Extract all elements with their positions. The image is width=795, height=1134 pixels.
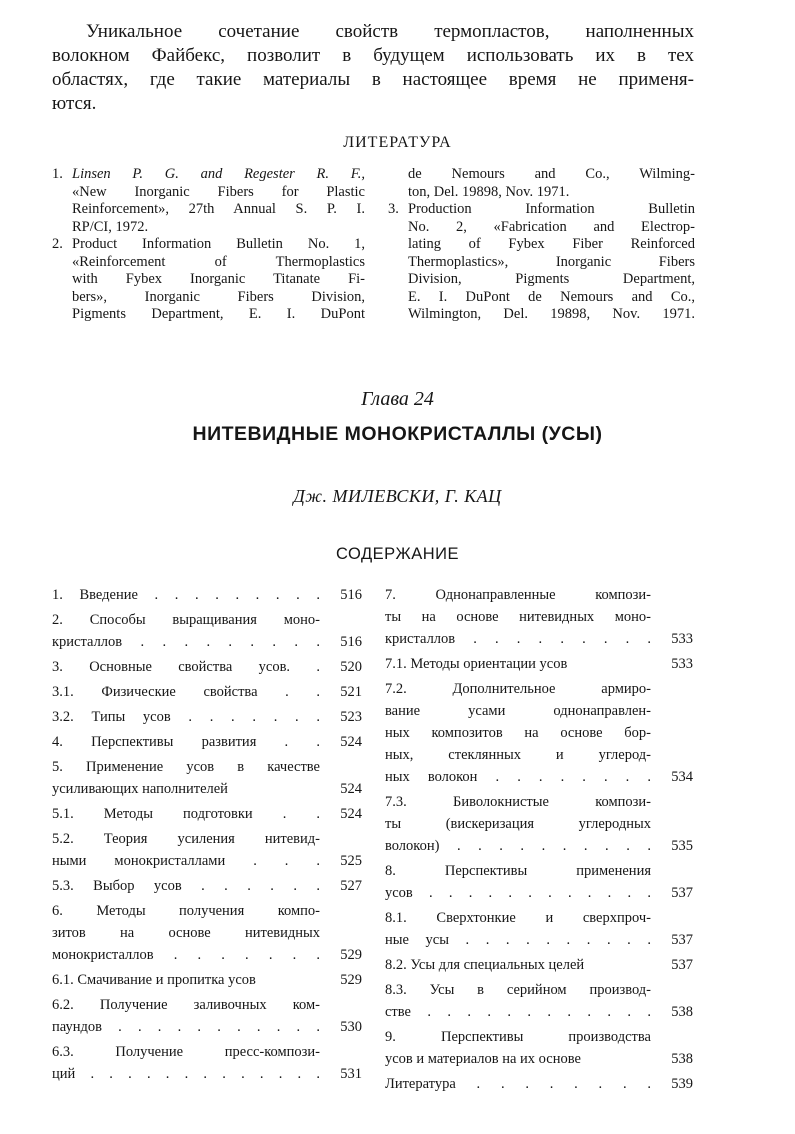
reference-number: 3. — [388, 201, 399, 217]
contents-entry-text: 5. Применение усов в качестве — [52, 759, 320, 775]
contents-page-number: 535 — [671, 838, 693, 854]
reference-number: 1. — [52, 166, 63, 182]
contents-entry-text: 7. Однонаправленные компози- — [385, 587, 651, 603]
contents-entry — [52, 900, 362, 966]
contents-entry-text: 5.1. Методы подготовки . . — [52, 806, 320, 822]
contents-page-number: 533 — [671, 631, 693, 647]
contents-entry — [52, 656, 362, 678]
contents-entry-text: стве . . . . . . . . . . . . — [385, 1004, 651, 1020]
reference-line: with Fybex Inorganic Titanate Fi- — [72, 271, 365, 287]
contents-entry-text: 3.1. Физические свойства . . — [52, 684, 320, 700]
contents-entry-text: 4. Перспективы развития . . — [52, 734, 320, 750]
intro-line: областях, где такие материалы в настоящее время не применя- — [52, 69, 694, 90]
contents-entry-text: ты на основе нитевидных моно- — [385, 609, 651, 625]
reference-authors: Linsen P. G. and Regester R. F., — [72, 166, 365, 182]
contents-heading: СОДЕРЖАНИЕ — [335, 545, 460, 563]
reference-line: ton, Del. 19898, Nov. 1971. — [408, 183, 570, 200]
contents-entry-text: ных композитов на основе бор- — [385, 725, 651, 741]
contents-entry — [52, 875, 362, 897]
contents-entry-text: 6. Методы получения компо- — [52, 903, 320, 919]
contents-entry-text: 7.1. Методы ориентации усов — [385, 656, 568, 672]
contents-page-number: 521 — [340, 684, 362, 700]
contents-entry — [385, 653, 693, 675]
contents-entry-text: 2. Способы выращивания моно- — [52, 612, 320, 628]
contents-entry-text: ные усы . . . . . . . . . . — [385, 932, 651, 948]
literature-heading: ЛИТЕРАТУРА — [343, 134, 452, 151]
contents-entry — [52, 584, 362, 606]
intro-line: волокном Файбекс, позволит в будущем использовать их в тех — [52, 45, 694, 66]
contents-entry-text: 7.3. Биволокнистые компози- — [385, 794, 651, 810]
contents-page-number: 523 — [340, 709, 362, 725]
contents-page-number: 537 — [671, 932, 693, 948]
intro-line: ются. — [52, 93, 97, 114]
reference-line: No. 2, «Fabrication and Electrop- — [408, 218, 695, 235]
reference-line: Reinforcement», 27th Annual S. P. I. — [72, 201, 365, 217]
contents-entry-text: кристаллов . . . . . . . . . — [52, 634, 320, 650]
contents-page-number: 538 — [671, 1051, 693, 1067]
contents-entry — [385, 979, 693, 1023]
contents-entry-text: 8.2. Усы для специальных целей — [385, 957, 585, 973]
contents-entry-text: паундов . . . . . . . . . . . — [52, 1019, 320, 1035]
contents-page-number: 537 — [671, 885, 693, 901]
contents-page-number: 530 — [340, 1019, 362, 1035]
contents-entry-text: кристаллов . . . . . . . . . — [385, 631, 651, 647]
contents-page-number: 533 — [671, 656, 693, 672]
contents-entry-text: 8.3. Усы в серийном производ- — [385, 982, 651, 998]
reference-line: Wilmington, Del. 19898, Nov. 1971. — [408, 306, 695, 322]
contents-entry — [52, 803, 362, 825]
contents-entry — [385, 678, 693, 788]
intro-line: Уникальное сочетание свойств термопластов, наполненных — [86, 21, 694, 42]
contents-page-number: 534 — [671, 769, 693, 785]
contents-entry — [385, 584, 693, 650]
contents-entry-text: ных, стеклянных и углерод- — [385, 747, 651, 763]
contents-entry — [52, 828, 362, 872]
contents-entry — [385, 907, 693, 951]
reference-line: Division, Pigments Department, — [408, 271, 695, 287]
reference-line: Product Information Bulletin No. 1, — [72, 236, 365, 252]
contents-page-number: 520 — [340, 659, 362, 675]
reference-item — [52, 166, 365, 236]
reference-line: «New Inorganic Fibers for Plastic — [72, 183, 365, 200]
reference-line: de Nemours and Co., Wilming- — [408, 166, 695, 182]
contents-entry — [52, 756, 362, 800]
contents-page-number: 524 — [340, 781, 362, 797]
contents-entry-text: усов . . . . . . . . . . . . — [385, 885, 651, 901]
contents-entry-text: 1. Введение . . . . . . . . . — [52, 587, 320, 603]
contents-page-number: 516 — [340, 634, 362, 650]
reference-line: Production Information Bulletin — [408, 201, 695, 217]
reference-line: Pigments Department, E. I. DuPont — [72, 306, 365, 322]
contents-entry — [52, 731, 362, 753]
contents-page-number: 538 — [671, 1004, 693, 1020]
contents-page-number: 529 — [340, 972, 362, 988]
contents-entry-text: 5.3. Выбор усов . . . . . . — [52, 878, 320, 894]
chapter-label: Глава 24 — [361, 388, 434, 410]
contents-entry — [52, 706, 362, 728]
contents-page-number: 527 — [340, 878, 362, 894]
contents-entry-text: ций . . . . . . . . . . . . . — [52, 1066, 320, 1082]
contents-entry-text: 6.1. Смачивание и пропитка усов — [52, 972, 256, 988]
intro-paragraph — [52, 20, 694, 116]
contents-page-number: 539 — [671, 1076, 693, 1092]
contents-entry — [52, 681, 362, 703]
reference-line: E. I. DuPont de Nemours and Co., — [408, 288, 695, 305]
contents-entry-text: ных волокон . . . . . . . . — [385, 769, 651, 785]
contents-right-column — [385, 584, 693, 1098]
contents-entry-text: вание усами однонаправлен- — [385, 703, 651, 719]
chapter-title: НИТЕВИДНЫЕ МОНОКРИСТАЛЛЫ (УСЫ) — [192, 423, 603, 445]
contents-entry-text: зитов на основе нитевидных — [52, 925, 320, 941]
contents-entry-text: Литература . . . . . . . . — [385, 1076, 651, 1092]
contents-entry — [385, 860, 693, 904]
references-right-column — [388, 166, 695, 324]
contents-entry — [385, 1026, 693, 1070]
references-left-column — [52, 166, 365, 324]
contents-entry — [385, 954, 693, 976]
contents-entry-text: 7.2. Дополнительное армиро- — [385, 681, 651, 697]
contents-entry-text: 8.1. Сверхтонкие и сверхпроч- — [385, 910, 651, 926]
contents-page-number: 525 — [340, 853, 362, 869]
contents-entry-text: усов и материалов на их основе — [385, 1051, 581, 1067]
reference-line: lating of Fybex Fiber Reinforced — [408, 236, 695, 252]
reference-number: 2. — [52, 236, 63, 252]
reference-item — [388, 201, 695, 324]
contents-entry-text: 5.2. Теория усиления нитевид- — [52, 831, 320, 847]
contents-entry — [52, 1041, 362, 1085]
reference-line: bers», Inorganic Fibers Division, — [72, 288, 365, 305]
contents-entry-text: 6.2. Получение заливочных ком- — [52, 997, 320, 1013]
chapter-authors: Дж. МИЛЕВСКИ, Г. КАЦ — [293, 486, 502, 506]
contents-entry-text: ными монокристаллами . . . — [52, 853, 320, 869]
contents-entry-text: ты (вискеризация углеродных — [385, 816, 651, 832]
contents-entry-text: усиливающих наполнителей — [52, 781, 228, 797]
contents-page-number: 529 — [340, 947, 362, 963]
contents-entry-text: 9. Перспективы производства — [385, 1029, 651, 1045]
contents-entry-text: 3.2. Типы усов . . . . . . . — [52, 709, 320, 725]
contents-entry — [52, 609, 362, 653]
contents-entry-text: 3. Основные свойства усов. . — [52, 659, 320, 675]
contents-page-number: 524 — [340, 734, 362, 750]
contents-page-number: 531 — [340, 1066, 362, 1082]
contents-spacer — [385, 1095, 693, 1098]
contents-left-column — [52, 584, 362, 1088]
contents-page-number: 537 — [671, 957, 693, 973]
contents-entry-text: 8. Перспективы применения — [385, 863, 651, 879]
reference-line: «Reinforcement of Thermoplastics — [72, 253, 365, 270]
contents-page-number: 524 — [340, 806, 362, 822]
contents-entry — [385, 791, 693, 857]
contents-entry-text: волокон) . . . . . . . . . . — [385, 838, 651, 854]
reference-line: RP/CI, 1972. — [72, 218, 149, 235]
contents-page-number: 516 — [340, 587, 362, 603]
reference-item — [52, 236, 365, 324]
contents-entry — [52, 969, 362, 991]
contents-entry — [52, 994, 362, 1038]
contents-spacer — [52, 1085, 362, 1088]
reference-line: Thermoplastics», Inorganic Fibers — [408, 253, 695, 270]
contents-entry-text: монокристаллов . . . . . . . — [52, 947, 320, 963]
reference-item-continued — [388, 166, 695, 201]
contents-entry-text: 6.3. Получение пресс-компози- — [52, 1044, 320, 1060]
contents-entry — [385, 1073, 693, 1095]
